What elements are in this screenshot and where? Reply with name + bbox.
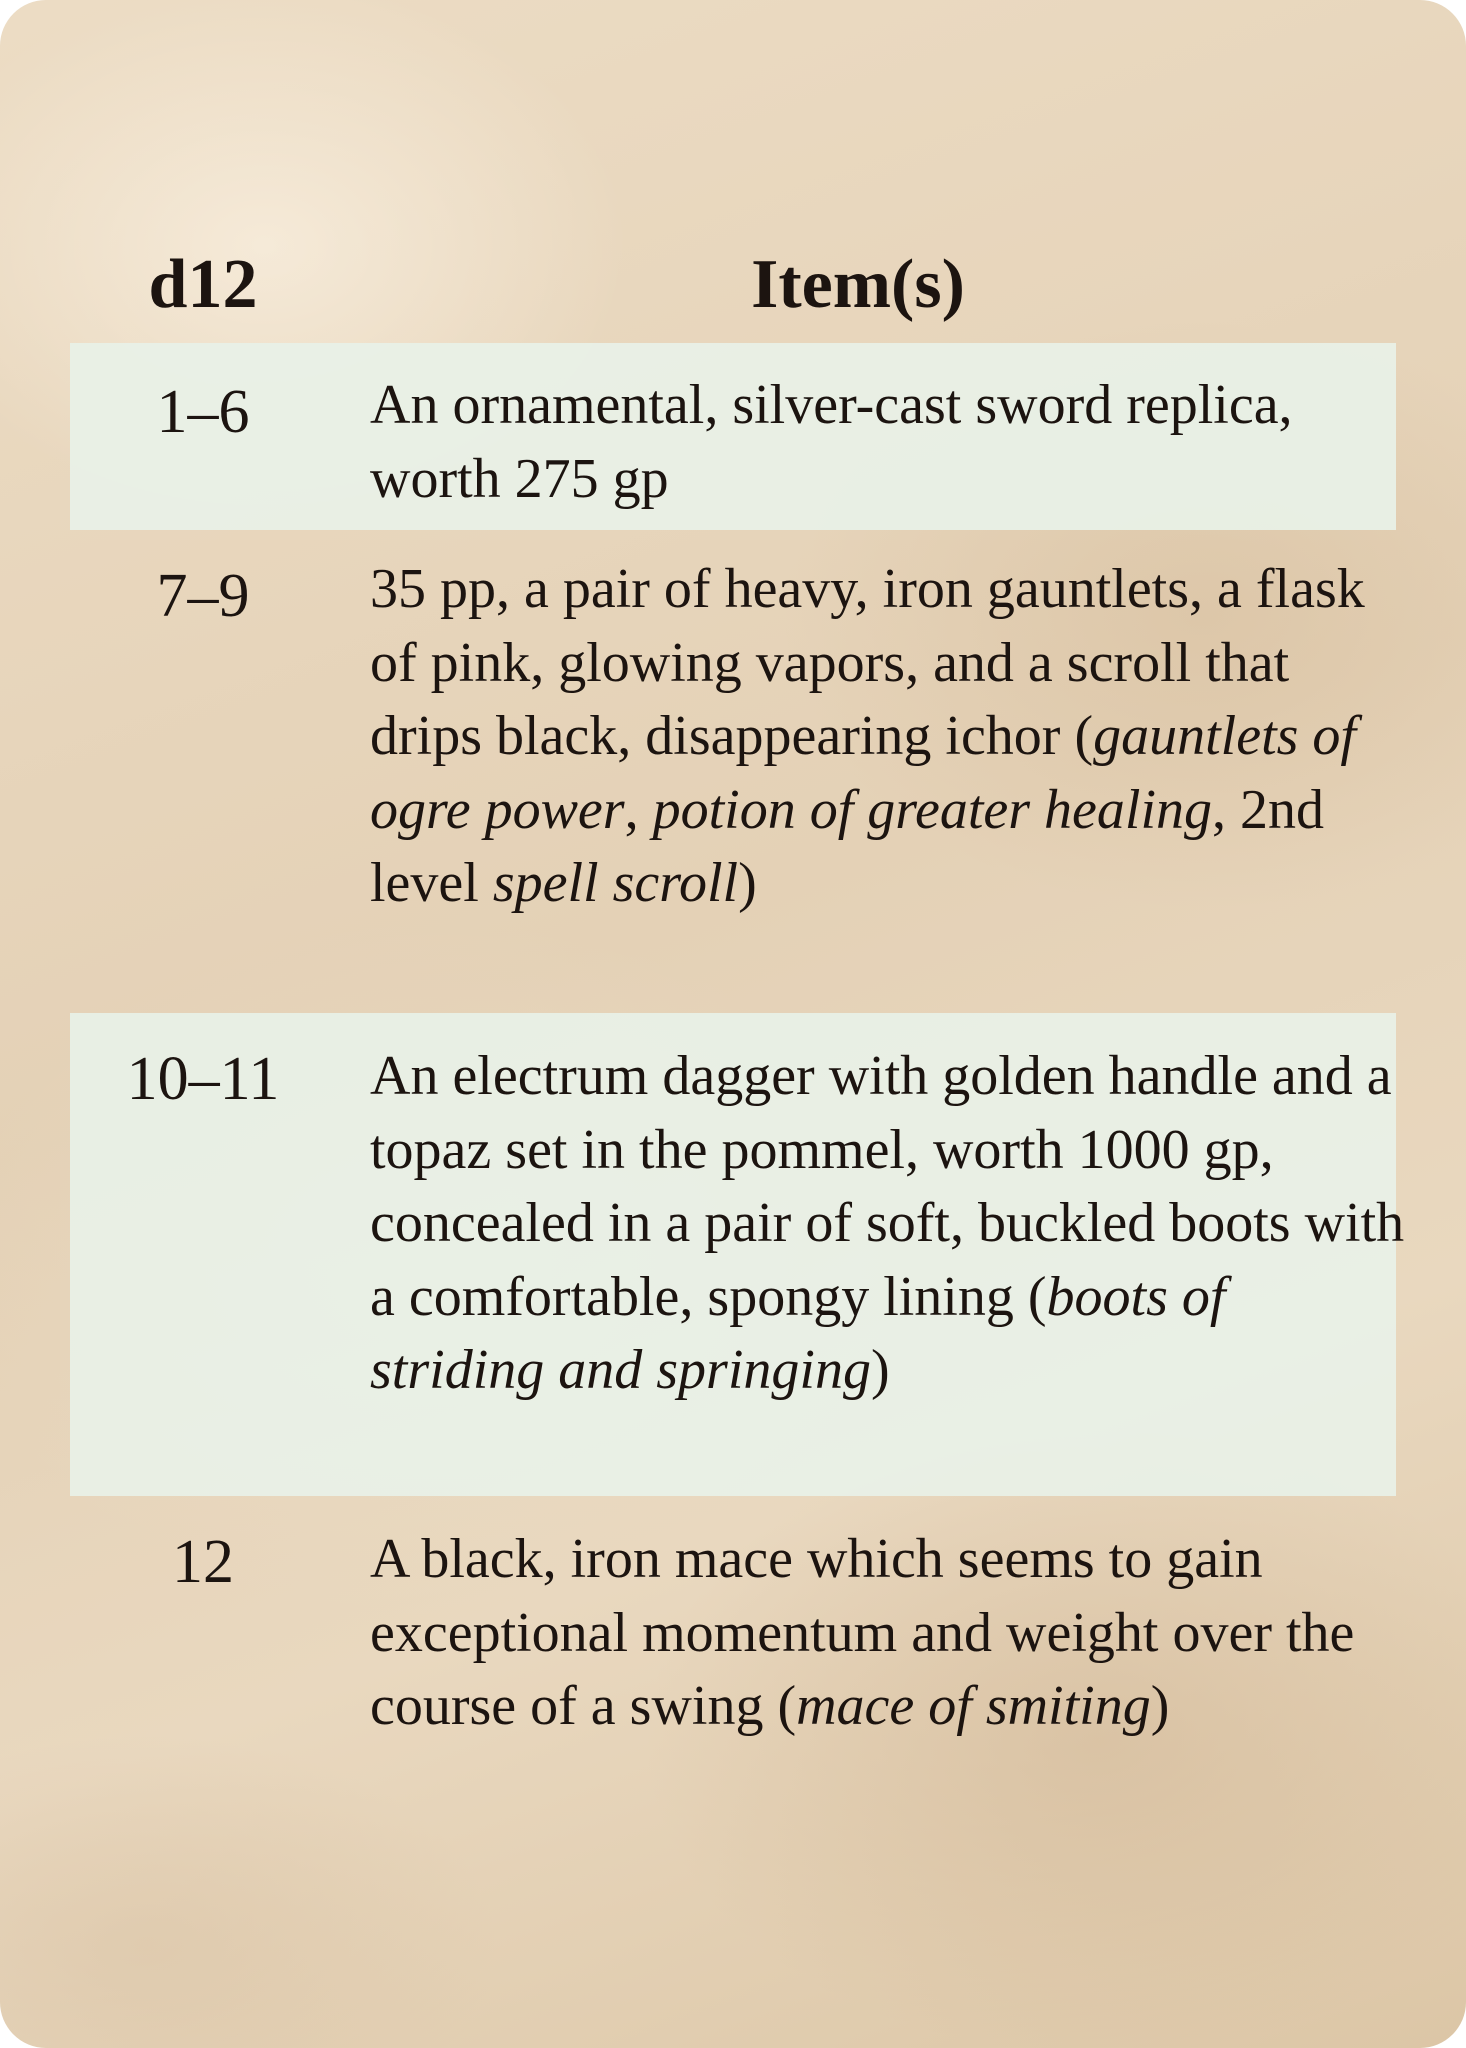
description-text: An electrum dagger with golden handle and a topaz set in the pommel, worth 1000 gp, concealed in a pair of soft, buckled boots with a comfortable, spongy lining (: [370, 1045, 1405, 1328]
magic-item-name: potion of greater healing: [652, 778, 1213, 841]
magic-item-name: boots of striding and springing: [370, 1265, 1226, 1401]
description-text: ): [738, 852, 757, 914]
description-text: 35 pp, a pair of heavy, iron gauntlets, a flask of pink, glowing vapors, and a scroll that drips black, disappearing ichor (: [370, 558, 1365, 767]
item-column-header: Item(s): [751, 246, 965, 323]
roll-range: 12: [172, 1528, 234, 1596]
magic-item-name: mace of smiting: [796, 1675, 1151, 1737]
description-text: ): [1150, 1675, 1170, 1737]
magic-item-name: gauntlets of ogre power: [370, 705, 1356, 841]
roll-range: 7–9: [156, 562, 250, 630]
item-description: [370, 1040, 1410, 1408]
description-text: , 2nd level: [370, 778, 1325, 914]
item-description: [370, 369, 1410, 516]
table-row: [70, 1013, 1405, 1496]
magic-item-name: spell scroll: [492, 852, 739, 914]
item-description: [370, 553, 1410, 921]
roll-column-header: d12: [148, 246, 258, 323]
roll-range: 10–11: [126, 1045, 280, 1113]
description-text: A black, iron mace which seems to gain exceptional momentum and weight over the course of a swing (: [370, 1528, 1355, 1737]
description-text: ): [870, 1339, 890, 1401]
table-row: [70, 343, 1396, 530]
description-text: An ornamental, silver-cast sword replica, worth 275 gp: [370, 374, 1293, 510]
description-text: ,: [624, 778, 653, 841]
table-row: [70, 530, 1396, 1013]
table-row: [70, 1496, 1396, 1836]
item-description: [370, 1523, 1410, 1744]
roll-range: 1–6: [156, 378, 250, 446]
